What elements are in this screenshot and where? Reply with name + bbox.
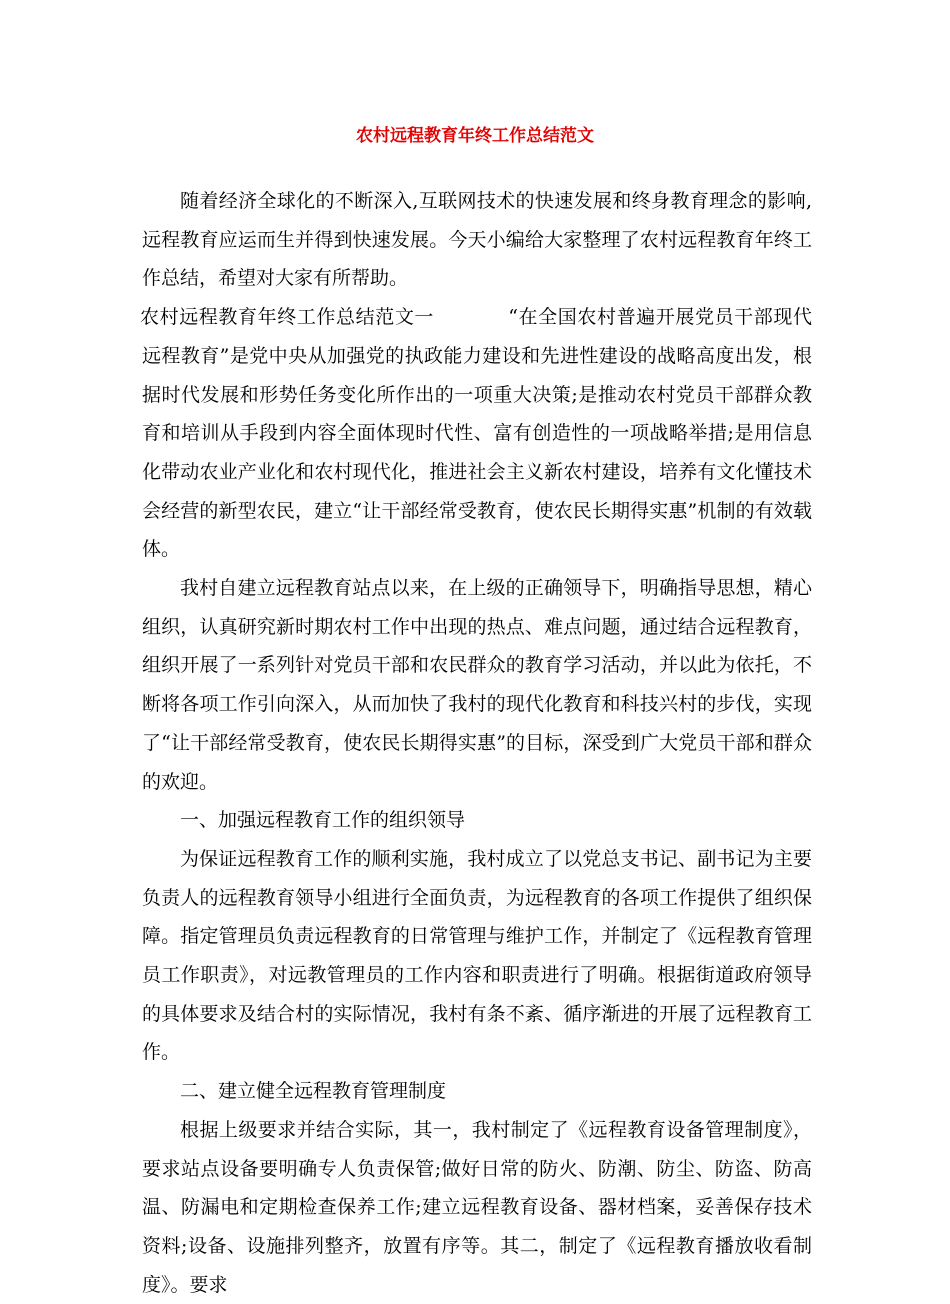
intro-paragraph: 随着经济全球化的不断深入,互联网技术的快速发展和终身教育理念的影响,远程教育应运而生并得到快速发展。今天小编给大家整理了农村远程教育年终工作总结，希望对大家有所帮助。	[142, 190, 812, 290]
body-paragraph-3: 为保证远程教育工作的顺利实施，我村成立了以党总支书记、副书记为主要负责人的远程教育领导小组进行全面负责，为远程教育的各项工作提供了组织保障。指定管理员负责远程教育的日常管理与维护工作，并制定了《远程教育管理员工作职责》，对远教管理员的工作内容和职责进行了明确。根据街道政府领导的具体要求及结合村的实际情况，我村有条不紊、循序渐进的开展了远程教育工作。	[142, 847, 812, 1064]
heading-1: 一、加强远程教育工作的组织领导	[180, 809, 466, 832]
section-first-paragraph	[142, 298, 812, 569]
document-body	[142, 182, 812, 1304]
body-paragraph-4: 根据上级要求并结合实际，其一，我村制定了《远程教育设备管理制度》，要求站点设备要明确专人负责保管;做好日常的防火、防潮、防尘、防盗、防高温、防漏电和定期检查保养工作;建立远程教育设备、器材档案，妥善保存技术资料;设备、设施排列整齐，放置有序等。其二，制定了《远程教育播放收看制度》。要求	[142, 1118, 812, 1296]
section-title: 农村远程教育年终工作总结范文一	[140, 306, 435, 329]
body-paragraph-2: 我村自建立远程教育站点以来，在上级的正确领导下，明确指导思想，精心组织，认真研究新时期农村工作中出现的热点、难点问题，通过结合远程教育，组织开展了一系列针对党员干部和农民群众的教育学习活动，并以此为依托，不断将各项工作引向深入，从而加快了我村的现代化教育和科技兴村的步伐，实现了“让干部经常受教育，使农民长期得实惠”的目标，深受到广大党员干部和群众的欢迎。	[142, 577, 812, 793]
heading-2: 二、建立健全远程教育管理制度	[180, 1080, 447, 1103]
document-title: 农村远程教育年终工作总结范文	[356, 126, 594, 146]
section-first-paragraph-text: “在全国农村普遍开展党员干部现代远程教育”是党中央从加强党的执政能力建设和先进性建设的战略高度出发，根据时代发展和形势任务变化所作出的一项重大决策;是推动农村党员干部群众教育和培训从手段到内容全面体现时代性、富有创造性的一项战略举措;是用信息化带动农业产业化和农村现代化，推进社会主义新农村建设，培养有文化懂技术会经营的新型农民，建立“让干部经常受教育，使农民长期得实惠”机制的有效载体。	[142, 306, 812, 561]
